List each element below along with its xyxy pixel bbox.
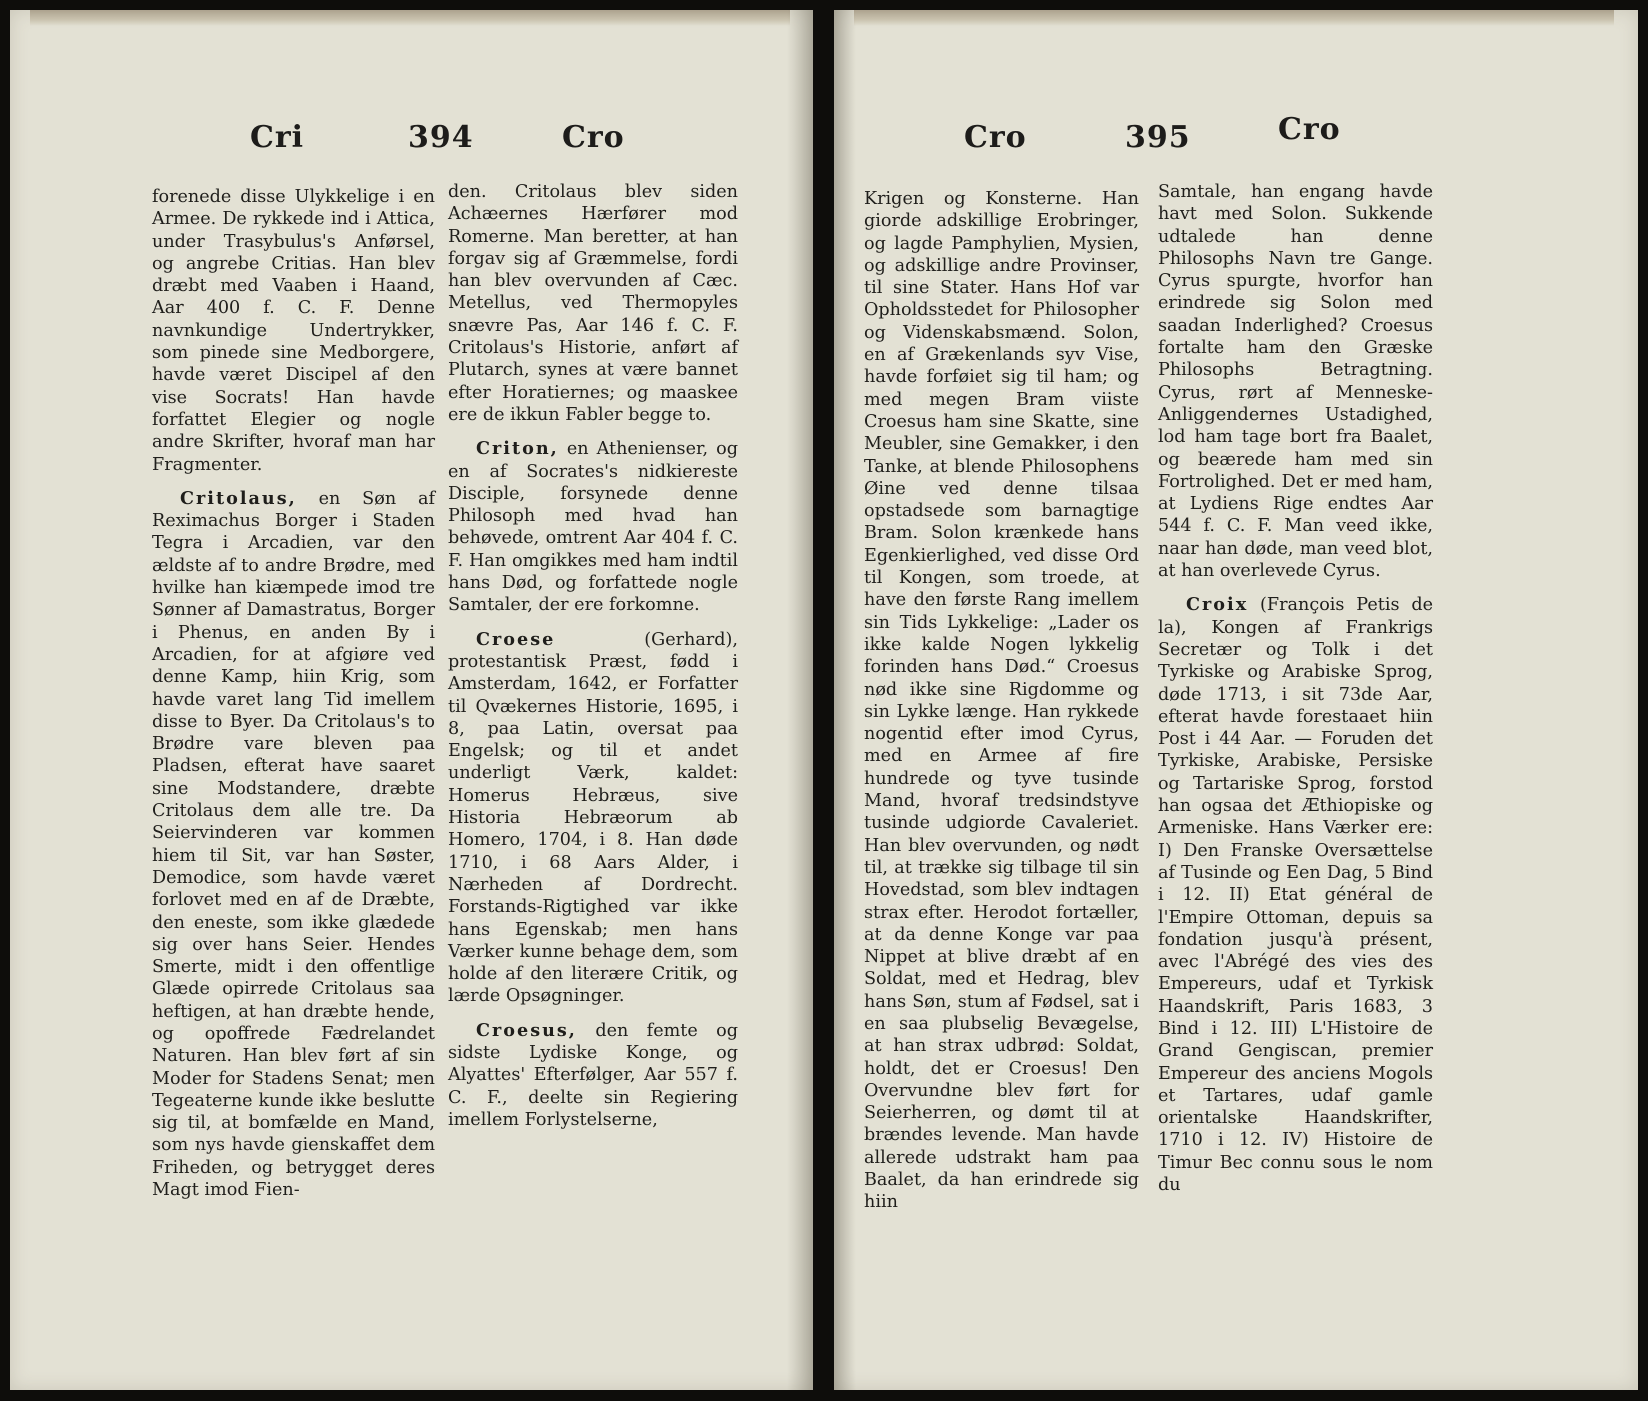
entry-headword: Croese [476, 628, 556, 650]
gutter-shadow [787, 10, 813, 1390]
page-top-edge [854, 10, 1614, 26]
page-number: 395 [1125, 120, 1191, 155]
left-page [10, 10, 813, 1390]
right-page-column-2 [1158, 181, 1433, 1196]
entry-headword: Critolaus, [180, 487, 297, 509]
page-number: 394 [408, 120, 474, 155]
page-top-edge [30, 10, 790, 26]
header-left-catchword: Cro [964, 120, 1027, 155]
entry-critolaus [152, 488, 435, 1202]
entry-croesus [448, 1020, 738, 1131]
entry-text: en Athenienser, og en af Socrates's nidkiereste Disciple, forsynede denne Philosoph med hvad han behøvede, omtrent Aar 404 f. C. F. Han omgikkes med ham indtil hans Død, og forfattede nogle Samtaler, der ere forkomne. [448, 439, 738, 616]
gutter-shadow [834, 10, 856, 1390]
entry-text: (Gerhard), protestantisk Præst, fødd i Amsterdam, 1642, er Forfatter til Qvækernes Historie, 1695, i 8, paa Latin, oversat paa Engelsk; og til et andet underligt Værk, kaldet: Homerus Hebræus, sive Historia Hebræorum ab Homero, 1704, i 8. Han døde 1710, i 68 Aars Alder, i Nærheden af Dordrecht. Forstands-Rigtighed var ikke hans Egenskab; men hans Værker kunne behage dem, som holde af den literære Critik, og lærde Opsøgninger. [448, 629, 738, 1007]
entry-text: (François Petis de la), Kongen af Frankrigs Secretær og Tolk i det Tyrkiske og Arabiske Sprog, døde 1713, i sit 73de Aar, efterat havde forestaaet hiin Post i 44 Aar. — Foruden det Tyrkiske, Arabiske, Persiske og Tartariske Sprog, forstod han ogsaa det Æthiopiske og Armeniske. Hans Værker ere: I) Den Franske Oversættelse af Tusinde og Een Dag, 5 Bind i 12. II) Etat général de l'Empire Ottoman, depuis sa fondation jusqu'à présent, avec l'Abrégé des vies des Empereurs, udaf et Tyrkisk Haandskrift, Paris 1683, 3 Bind i 12. III) L'Histoire de Grand Gengiscan, premier Empereur des anciens Mogols et Tartares, udaf gamle orientalske Haandskrifter, 1710 i 12. IV) Histoire de Timur Bec connu sous le nom du [1158, 595, 1434, 1196]
continuation-paragraph: forenede disse Ulykkelige i en Armee. De rykkede ind i Attica, under Trasybulus's Anførsel, og angrebe Critias. Han blev dræbt med Vaaben i Haand, Aar 400 f. C. F. Denne navnkundige Undertrykker, som pinede sine Medborgere, havde været Discipel af den vise Socrats! Han havde forfattet Elegier og nogle andre Skrifter, hvoraf man har Fragmenter. [152, 187, 435, 475]
right-page [834, 10, 1638, 1390]
entry-croese [448, 629, 738, 1008]
continuation-paragraph: Samtale, han engang havde havt med Solon. Sukkende udtalede han denne Philosophs Navn tre Gange. Cyrus spurgte, hvorfor han erindrede sig Solon med saadan Inderlighed? Croesus fortalte ham den Græske Philosophs Betragtning. Cyrus, rørt af Menneske-Anliggendernes Ustadighed, lod ham tage bort fra Baalet, og beærede ham med sin Fortrolighed. Det er med ham, at Lydiens Rige endtes Aar 544 f. C. F. Man veed ikke, naar han døde, man veed blot, at han overlevede Cyrus. [1158, 182, 1433, 582]
left-page-header [10, 120, 813, 170]
entry-croix [1158, 594, 1433, 1196]
left-page-column-1 [152, 186, 435, 1201]
entry-headword: Criton, [476, 438, 559, 460]
header-right-catchword: Cro [562, 120, 625, 155]
entry-text: en Søn af Reximachus Borger i Staden Tegra i Arcadien, var den ældste af to andre Brødre, med hvilke han kiæmpede imod tre Sønner af Damastratus, Borger i Phenus, en anden By i Arcadien, for at afgiøre ved denne Kamp, hiin Krig, som havde varet lang Tid imellem disse to Byer. Da Critolaus's to Brødre vare bleven paa Pladsen, efterat have saaret sine Modstandere, dræbte Critolaus dem alle tre. Da Seiervinderen var kommen hiem til Sit, var han Søster, Demodice, som havde været forlovet med en af de Dræbte, den eneste, som ikke glædede sig over hans Seier. Hendes Smerte, midt i den offentlige Glæde opirrede Critolaus saa heftigen, at han dræbte hende, og opoffrede Fædrelandet Naturen. Han blev ført af sin Moder for Stadens Senat; men Tegeaterne kunde ikke beslutte sig til, at bomfælde en Mand, som nys havde gienskaffet dem Friheden, og betrygget deres Magt imod Fien- [152, 488, 436, 1201]
entry-text: den femte og sidste Lydiske Konge, og Alyattes' Efterfølger, Aar 557 f. C. F., deelte sin Regiering imellem Forlystelserne, [448, 1020, 738, 1130]
continuation-paragraph: Krigen og Konsterne. Han giorde adskillige Erobringer, og lagde Pamphylien, Mysien, og adskillige andre Provinser, til sine Stater. Hans Hof var Opholdsstedet for Philosopher og Videnskabsmænd. Solon, en af Grækenlands syv Vise, havde forføiet sig til ham; og med megen Bram viiste Croesus ham sine Skatte, sine Meubler, sine Gemakker, i den Tanke, at blende Philosophens Øine ved denne tilsaa opstadsede som barnagtige Bram. Solon krænkede hans Egenkierlighed, ved disse Ord til Kongen, som troede, at have den første Rang imellem sin Tids Lykkelige: „Lader os ikke kalde Nogen lykkelig forinden hans Død.“ Croesus nød ikke sine Rigdomme og sin Lykke længe. Han rykkede nogentid efter imod Cyrus, med en Armee af fire hundrede og tyve tusinde Mand, hvoraf tredsindstyve tusinde udgiorde Cavaleriet. Han blev overvunden, og nødt til, at trække sig tilbage til sin Hovedstad, som blev indtagen strax efter. Herodot fortæller, at da denne Konge var paa Nippet at blive dræbt af en Soldat, med et Hedrag, blev hans Søn, stum af Fødsel, sat i en saa plubselig Bevægelse, at han strax udbrød: Soldat, holdt, det er Croesus! Den Overvundne blev ført for Seierherren, og dømt til at brændes levende. Man havde allerede udstrakt ham paa Baalet, da han erindrede sig hiin [864, 189, 1139, 1213]
header-right-catchword: Cro [1278, 112, 1341, 147]
continuation-paragraph: den. Critolaus blev siden Achæernes Hærfører mod Romerne. Man beretter, at han forgav sig af Græmmelse, fordi han blev overvunden af Cæc. Metellus, ved Thermopyles snævre Pas, Aar 146 f. C. F. Critolaus's Historie, anført af Plutarch, synes at være bannet efter Horatiernes; og maaskee ere de ikkun Fabler begge to. [448, 182, 738, 425]
header-left-catchword: Cri [250, 120, 305, 155]
left-page-column-2 [448, 181, 738, 1131]
right-page-column-1 [864, 188, 1139, 1214]
entry-criton [448, 438, 738, 616]
entry-headword: Croesus, [476, 1019, 577, 1041]
entry-headword: Croix [1186, 594, 1249, 616]
right-page-header [834, 112, 1638, 170]
